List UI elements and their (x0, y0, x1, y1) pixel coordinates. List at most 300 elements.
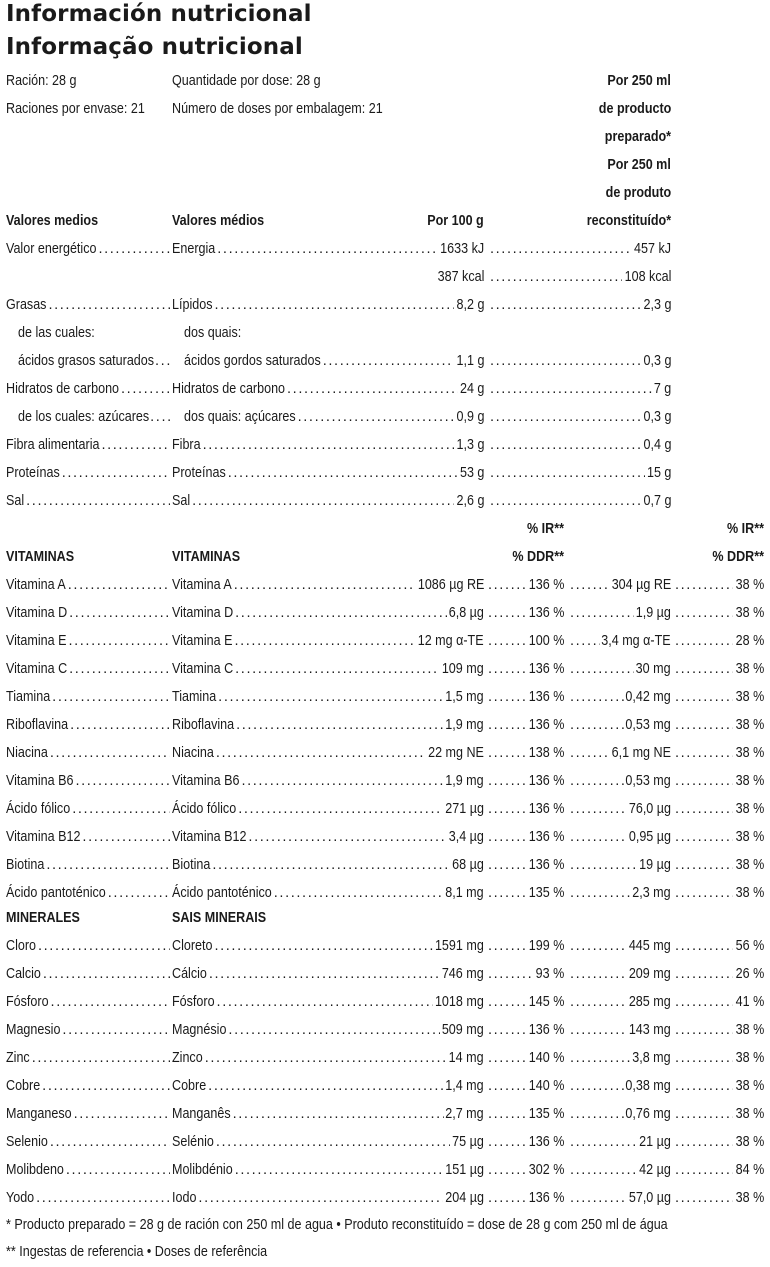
value-per-100g: 3,4 µg (448, 829, 484, 845)
per250-header-line: Por 250 ml (607, 73, 671, 89)
percent-ir-per-250ml: 26 % (735, 966, 764, 982)
minerals-heading-pt: SAIS MINERAIS (172, 910, 267, 926)
value-per-100g: 2,6 g (456, 493, 484, 509)
dot-leader (488, 604, 526, 622)
value-per-250ml: 15 g (646, 465, 671, 481)
dot-leader (570, 1021, 627, 1039)
nutrient-name-pt: Cobre (172, 1078, 207, 1094)
dot-leader (675, 1133, 733, 1151)
dot-leader (488, 1133, 526, 1151)
nutrient-name-pt: Proteínas (172, 465, 226, 481)
dot-leader (488, 937, 526, 955)
percent-ir-per-250ml: 84 % (735, 1162, 764, 1178)
value-per-250ml: 0,53 mg (625, 773, 671, 789)
dot-leader (488, 800, 526, 818)
dot-leader (488, 716, 526, 734)
value-per-100g: 75 µg (452, 1134, 484, 1150)
dot-leader (287, 380, 458, 398)
footnote-prepared: * Producto preparado = 28 g de ración con 250 ml de agua • Produto reconstituído = dose de 28 g com 250 ml de água (6, 1217, 668, 1233)
dot-leader (488, 772, 526, 790)
per250-header-line: preparado* (604, 129, 671, 145)
nutrient-name-pt: Niacina (172, 745, 214, 761)
dot-leader (70, 716, 170, 734)
header-values-es: Valores medios (6, 213, 99, 229)
percent-ir-per-100g: 136 % (528, 1022, 564, 1038)
dot-leader (69, 660, 170, 678)
percent-ir-per-250ml: 38 % (735, 1078, 764, 1094)
dot-leader (62, 1021, 170, 1039)
dot-leader (488, 828, 526, 846)
dot-leader (155, 352, 170, 370)
percent-ir-per-100g: 136 % (528, 801, 564, 817)
nutrient-name-es: Selenio (6, 1134, 48, 1150)
percent-ir-per-250ml: 38 % (735, 689, 764, 705)
dot-leader (75, 772, 170, 790)
dot-leader (488, 993, 526, 1011)
nutrient-name-es: Vitamina B12 (6, 829, 81, 845)
dot-leader (209, 965, 440, 983)
per250-header-line: Por 250 ml (607, 157, 671, 173)
nutrient-name-pt: Molibdénio (172, 1162, 233, 1178)
nutrient-name-es: Ácido pantoténico (6, 885, 106, 901)
dot-leader (570, 800, 627, 818)
nutrient-name-es: Cobre (6, 1078, 41, 1094)
value-per-250ml: 0,76 mg (625, 1106, 671, 1122)
dot-leader (570, 884, 631, 902)
dot-leader (570, 688, 624, 706)
value-per-250ml: 445 mg (629, 938, 671, 954)
dot-leader (82, 828, 170, 846)
serving-size-es: Ración: 28 g (6, 73, 77, 89)
percent-ir-per-100g: 136 % (528, 717, 564, 733)
value-per-250ml: 3,4 mg α-TE (601, 633, 671, 649)
dot-leader (490, 464, 645, 482)
dot-leader (675, 716, 733, 734)
dot-leader (490, 268, 622, 286)
nutrient-name-pt: ácidos gordos saturados (184, 353, 321, 369)
dot-leader (488, 1049, 526, 1067)
value-per-250ml: 304 µg RE (611, 577, 671, 593)
nutrient-name-es: Vitamina A (6, 577, 66, 593)
percent-ir-per-250ml: 38 % (735, 1190, 764, 1206)
percent-ir-per-250ml: 38 % (735, 577, 764, 593)
nutrient-name-es: de los cuales: azúcares (18, 409, 150, 425)
dot-leader (570, 632, 600, 650)
dot-leader (570, 772, 624, 790)
nutrient-name-es: Calcio (6, 966, 41, 982)
percent-ir-per-250ml: 38 % (735, 1134, 764, 1150)
dot-leader (214, 296, 454, 314)
value-per-100g: 1,3 g (456, 437, 484, 453)
percent-ir-per-100g: 138 % (528, 745, 564, 761)
percent-ir-per-250ml: 38 % (735, 661, 764, 677)
nutrient-name-pt: Ácido pantoténico (172, 885, 272, 901)
dot-leader (32, 1049, 170, 1067)
nutrient-name-pt: Ácido fólico (172, 801, 237, 817)
nutrient-name-pt: Riboflavina (172, 717, 235, 733)
value-per-250ml: 143 mg (629, 1022, 671, 1038)
value-per-250ml: 0,7 g (643, 493, 671, 509)
nutrient-name-es: Grasas (6, 297, 47, 313)
nutrient-name-pt: Sal (172, 493, 191, 509)
dot-leader (36, 1189, 170, 1207)
dot-leader (675, 1105, 733, 1123)
dot-leader (101, 436, 170, 454)
dot-leader (490, 380, 652, 398)
dot-leader (675, 604, 733, 622)
dot-leader (236, 716, 444, 734)
dot-leader (570, 993, 627, 1011)
percent-ir-per-100g: 136 % (528, 661, 564, 677)
dot-leader (675, 576, 733, 594)
dot-leader (150, 408, 170, 426)
dot-leader (675, 688, 733, 706)
nutrient-name-es: Vitamina D (6, 605, 68, 621)
dot-leader (675, 1021, 733, 1039)
dot-leader (38, 937, 170, 955)
value-per-250ml: 76,0 µg (628, 801, 671, 817)
dot-leader (488, 1161, 526, 1179)
dot-leader (675, 632, 733, 650)
nutrient-name-es: Valor energético (6, 241, 97, 257)
nutrient-name-pt: dos quais: (184, 325, 242, 341)
percent-ir-per-250ml: 38 % (735, 885, 764, 901)
percent-ir-per-250ml: 41 % (735, 994, 764, 1010)
value-per-100g: 1,9 mg (445, 773, 484, 789)
nutrient-name-es: Fibra alimentaria (6, 437, 100, 453)
nutrient-name-es: Vitamina E (6, 633, 67, 649)
percent-ir-per-250ml: 38 % (735, 1022, 764, 1038)
nutrient-name-pt: Vitamina E (172, 633, 233, 649)
nutrient-name-pt: dos quais: açúcares (184, 409, 296, 425)
dot-leader (488, 884, 526, 902)
dot-leader (488, 1021, 526, 1039)
dot-leader (298, 408, 454, 426)
value-per-100g: 24 g (459, 381, 484, 397)
percent-ir-per-100g: 136 % (528, 857, 564, 873)
value-per-250ml: 42 µg (639, 1162, 671, 1178)
dot-leader (205, 1049, 447, 1067)
dot-leader (570, 744, 610, 762)
value-per-250ml: 7 g (653, 381, 671, 397)
value-per-100g: 109 mg (442, 661, 484, 677)
value-per-100g: 1086 µg RE (417, 577, 484, 593)
dot-leader (490, 492, 641, 510)
nutrient-name-es: Tiamina (6, 689, 51, 705)
percent-ir-per-100g: 135 % (528, 1106, 564, 1122)
percent-ir-per-250ml: 38 % (735, 801, 764, 817)
percent-ir-per-100g: 100 % (528, 633, 564, 649)
value-per-100g: 151 µg (445, 1162, 484, 1178)
dot-leader (675, 1049, 733, 1067)
dot-leader (216, 1133, 450, 1151)
value-per-250ml: 0,38 mg (625, 1078, 671, 1094)
nutrient-name-es: Vitamina C (6, 661, 68, 677)
percent-ir-per-100g: 93 % (535, 966, 564, 982)
nutrient-name-es: Biotina (6, 857, 45, 873)
dot-leader (675, 828, 733, 846)
dot-leader (217, 993, 434, 1011)
dot-leader (50, 1133, 170, 1151)
nutrient-name-es: Molibdeno (6, 1162, 64, 1178)
serving-size-pt: Quantidade por dose: 28 g (172, 73, 321, 89)
value-per-100g: 6,8 µg (448, 605, 484, 621)
value-per-250ml: 57,0 µg (628, 1190, 671, 1206)
nutrient-name-pt: Vitamina B12 (172, 829, 247, 845)
percent-ir-per-100g: 136 % (528, 605, 564, 621)
dot-leader (570, 1105, 624, 1123)
percent-ir-per-100g: 302 % (528, 1162, 564, 1178)
dot-leader (488, 1105, 526, 1123)
dot-leader (675, 856, 733, 874)
dot-leader (570, 716, 624, 734)
dot-leader (72, 800, 170, 818)
dot-leader (235, 660, 440, 678)
title-spanish: Información nutricional (6, 1, 312, 27)
value-per-100g: 14 mg (449, 1050, 484, 1066)
value-per-100g: 746 mg (442, 966, 484, 982)
percent-ir-per-250ml: 38 % (735, 1106, 764, 1122)
dot-leader (234, 576, 416, 594)
percent-ir-per-100g: 140 % (528, 1050, 564, 1066)
dot-leader (51, 993, 170, 1011)
value-per-100g: 1018 mg (435, 994, 484, 1010)
dot-leader (233, 1105, 444, 1123)
value-per-100g: 1633 kJ (440, 241, 484, 257)
value-per-100g: 0,9 g (456, 409, 484, 425)
percent-ir-per-250ml: 38 % (735, 1050, 764, 1066)
serving-count-pt: Número de doses por embalagem: 21 (172, 101, 383, 117)
dot-leader (121, 380, 170, 398)
value-per-250ml: 108 kcal (624, 269, 671, 285)
dot-leader (62, 464, 170, 482)
value-per-250ml: 2,3 g (643, 297, 671, 313)
value-per-100g: 1,9 mg (445, 717, 484, 733)
dot-leader (241, 772, 443, 790)
value-per-250ml: 30 mg (636, 661, 671, 677)
dot-leader (675, 744, 733, 762)
serving-count-es: Raciones por envase: 21 (6, 101, 145, 117)
header-ddr-100: % DDR** (512, 549, 564, 565)
value-per-250ml: 21 µg (639, 1134, 671, 1150)
dot-leader (68, 576, 170, 594)
dot-leader (488, 1077, 526, 1095)
dot-leader (570, 1133, 637, 1151)
nutrient-name-es: Niacina (6, 745, 48, 761)
dot-leader (238, 800, 443, 818)
dot-leader (675, 1161, 733, 1179)
value-per-100g: 12 mg α-TE (418, 633, 484, 649)
dot-leader (214, 937, 433, 955)
value-per-100g: 2,7 mg (445, 1106, 484, 1122)
value-per-250ml: 285 mg (629, 994, 671, 1010)
dot-leader (217, 240, 438, 258)
dot-leader (488, 688, 526, 706)
dot-leader (570, 1049, 631, 1067)
percent-ir-per-250ml: 56 % (735, 938, 764, 954)
dot-leader (675, 937, 733, 955)
value-per-100g: 509 mg (442, 1022, 484, 1038)
nutrient-name-pt: Tiamina (172, 689, 217, 705)
dot-leader (570, 856, 637, 874)
value-per-250ml: 1,9 µg (635, 605, 671, 621)
nutrient-name-pt: Hidratos de carbono (172, 381, 286, 397)
dot-leader (43, 965, 170, 983)
nutrient-name-es: Magnesio (6, 1022, 61, 1038)
dot-leader (570, 828, 627, 846)
percent-ir-per-100g: 145 % (528, 994, 564, 1010)
dot-leader (488, 744, 526, 762)
percent-ir-per-250ml: 38 % (735, 717, 764, 733)
dot-leader (675, 965, 733, 983)
value-per-250ml: 457 kJ (634, 241, 671, 257)
nutrient-name-es: Cloro (6, 938, 36, 954)
percent-ir-per-100g: 136 % (528, 829, 564, 845)
dot-leader (68, 632, 170, 650)
dot-leader (248, 828, 446, 846)
nutrient-name-pt: Iodo (172, 1190, 197, 1206)
percent-ir-per-100g: 199 % (528, 938, 564, 954)
value-per-100g: 8,1 mg (445, 885, 484, 901)
value-per-250ml: 3,8 mg (632, 1050, 671, 1066)
percent-ir-per-100g: 135 % (528, 885, 564, 901)
nutrient-name-pt: Zinco (172, 1050, 203, 1066)
dot-leader (203, 436, 454, 454)
dot-leader (48, 296, 170, 314)
value-per-100g: 271 µg (445, 801, 484, 817)
dot-leader (570, 965, 627, 983)
dot-leader (42, 1077, 170, 1095)
nutrient-name-pt: Selénio (172, 1134, 214, 1150)
dot-leader (323, 352, 454, 370)
nutrient-name-es: Yodo (6, 1190, 35, 1206)
header-ddr-250: % DDR** (712, 549, 764, 565)
dot-leader (198, 1189, 443, 1207)
dot-leader (228, 1021, 440, 1039)
vitamins-heading-pt: VITAMINAS (172, 549, 241, 565)
nutrient-name-es: Ácido fólico (6, 801, 71, 817)
dot-leader (235, 1161, 444, 1179)
value-per-250ml: 0,95 µg (628, 829, 671, 845)
nutrient-name-pt: Vitamina A (172, 577, 232, 593)
dot-leader (212, 856, 450, 874)
nutrient-name-es: Fósforo (6, 994, 49, 1010)
nutrient-name-pt: Vitamina D (172, 605, 234, 621)
dot-leader (66, 1161, 170, 1179)
dot-leader (675, 772, 733, 790)
value-per-100g: 68 µg (452, 857, 484, 873)
value-per-100g: 8,2 g (456, 297, 484, 313)
nutrient-name-pt: Energia (172, 241, 216, 257)
dot-leader (208, 1077, 443, 1095)
nutrient-name-pt: Fósforo (172, 994, 215, 1010)
nutrient-name-pt: Biotina (172, 857, 211, 873)
dot-leader (570, 576, 609, 594)
percent-ir-per-250ml: 38 % (735, 745, 764, 761)
percent-ir-per-250ml: 38 % (735, 773, 764, 789)
minerals-heading-es: MINERALES (6, 910, 80, 926)
value-per-250ml: 19 µg (639, 857, 671, 873)
value-per-100g: 1,5 mg (445, 689, 484, 705)
percent-ir-per-100g: 140 % (528, 1078, 564, 1094)
percent-ir-per-250ml: 38 % (735, 605, 764, 621)
value-per-250ml: 0,3 g (643, 353, 671, 369)
value-per-250ml: 0,42 mg (625, 689, 671, 705)
dot-leader (675, 1189, 733, 1207)
dot-leader (74, 1105, 170, 1123)
nutrient-name-pt: Manganês (172, 1106, 231, 1122)
dot-leader (570, 660, 634, 678)
nutrient-name-pt: Magnésio (172, 1022, 227, 1038)
dot-leader (675, 800, 733, 818)
percent-ir-per-250ml: 28 % (735, 633, 764, 649)
nutrient-name-es: Riboflavina (6, 717, 69, 733)
percent-ir-per-100g: 136 % (528, 689, 564, 705)
dot-leader (675, 884, 733, 902)
value-per-250ml: 2,3 mg (632, 885, 671, 901)
percent-ir-per-100g: 136 % (528, 773, 564, 789)
value-per-100g: 22 mg NE (428, 745, 484, 761)
dot-leader (108, 884, 170, 902)
dot-leader (98, 240, 170, 258)
dot-leader (570, 937, 627, 955)
nutrient-name-pt: Cloreto (172, 938, 213, 954)
value-per-100g: 1,4 mg (445, 1078, 484, 1094)
nutrient-name-pt: Fibra (172, 437, 201, 453)
per250-header-line: de produto (605, 185, 671, 201)
dot-leader (675, 1077, 733, 1095)
dot-leader (235, 604, 447, 622)
value-per-100g: 204 µg (445, 1190, 484, 1206)
nutrient-name-pt: Cálcio (172, 966, 207, 982)
header-ir-250: % IR** (727, 521, 764, 537)
dot-leader (228, 464, 458, 482)
dot-leader (490, 408, 641, 426)
value-per-250ml: 0,4 g (643, 437, 671, 453)
value-per-250ml: 209 mg (629, 966, 671, 982)
dot-leader (570, 1077, 624, 1095)
dot-leader (675, 660, 733, 678)
dot-leader (488, 632, 526, 650)
dot-leader (490, 240, 632, 258)
dot-leader (26, 492, 170, 510)
nutrient-name-pt: Vitamina B6 (172, 773, 240, 789)
dot-leader (488, 856, 526, 874)
percent-ir-per-250ml: 38 % (735, 857, 764, 873)
dot-leader (488, 576, 526, 594)
value-per-100g: 1591 mg (435, 938, 484, 954)
dot-leader (274, 884, 444, 902)
dot-leader (490, 436, 641, 454)
nutrient-name-es: de las cuales: (18, 325, 95, 341)
percent-ir-per-100g: 136 % (528, 1190, 564, 1206)
dot-leader (46, 856, 170, 874)
dot-leader (570, 1189, 627, 1207)
dot-leader (192, 492, 454, 510)
value-per-100g: 53 g (459, 465, 484, 481)
value-per-100g: 1,1 g (456, 353, 484, 369)
percent-ir-per-100g: 136 % (528, 1134, 564, 1150)
dot-leader (488, 965, 533, 983)
nutrient-name-pt: Lípidos (172, 297, 213, 313)
value-per-250ml: 0,53 mg (625, 717, 671, 733)
nutrient-name-es: Zinc (6, 1050, 30, 1066)
dot-leader (488, 1189, 526, 1207)
dot-leader (216, 744, 426, 762)
dot-leader (570, 604, 634, 622)
dot-leader (69, 604, 170, 622)
dot-leader (490, 296, 641, 314)
